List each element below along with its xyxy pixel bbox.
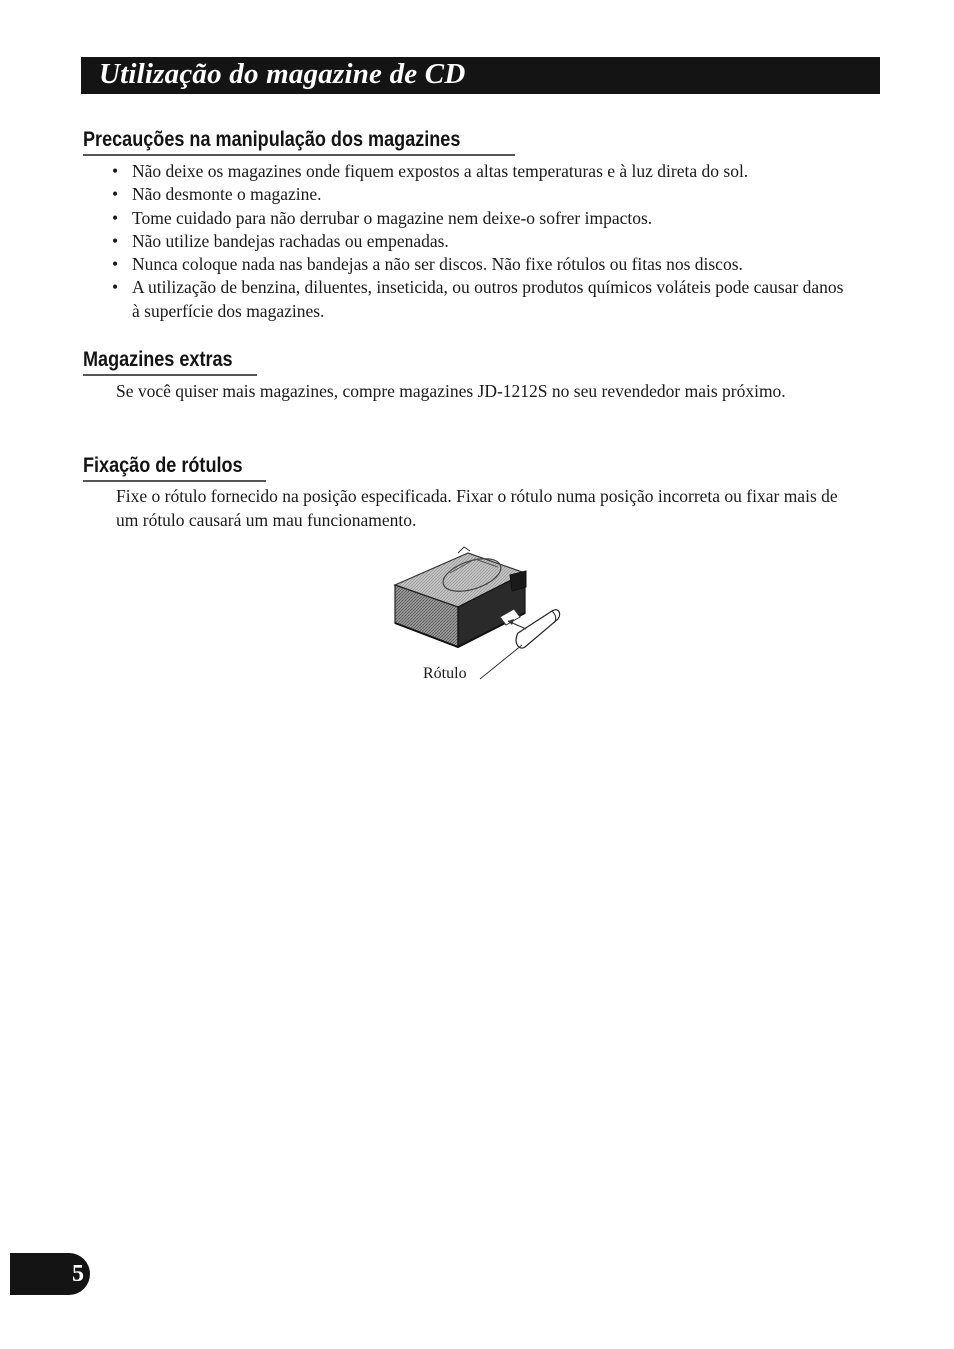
magazine-illustration xyxy=(380,545,580,695)
chapter-title: Utilização do magazine de CD xyxy=(99,58,466,90)
list-item: • Não desmonte o magazine. xyxy=(112,184,322,205)
section-rule-extra-magazines xyxy=(83,374,257,376)
precautions-list xyxy=(112,160,852,323)
section-heading-precautions: Precauções na manipulação dos magazines xyxy=(83,128,461,151)
section-heading-extra-magazines: Magazines extras xyxy=(83,348,233,371)
page-number: 5 xyxy=(72,1261,84,1287)
labels-text: Fixe o rótulo fornecido na posição especificada. Fixar o rótulo numa posição incorreta ou fixar mais de um rótulo causará um mau funcionamento. xyxy=(116,486,838,530)
chapter-title-bar xyxy=(81,57,880,94)
list-item: • Nunca coloque nada nas bandejas a não ser discos. Não fixe rótulos ou fitas nos discos. xyxy=(112,254,743,275)
extra-magazines-text: Se você quiser mais magazines, compre magazines JD-1212S no seu revendedor mais próximo. xyxy=(116,381,786,401)
page-number-tab xyxy=(10,1253,90,1295)
section-heading-labels: Fixação de rótulos xyxy=(83,454,243,477)
figure-label-rotulo: Rótulo xyxy=(423,665,467,682)
section-rule-precautions xyxy=(83,154,515,156)
list-item: • Não deixe os magazines onde fiquem expostos a altas temperaturas e à luz direta do sol. xyxy=(112,161,749,181)
list-item: • Não utilize bandejas rachadas ou empenadas. xyxy=(112,230,449,251)
list-item: • A utilização de benzina, diluentes, inseticida, ou outros produtos químicos voláteis pode causar danos à superfície dos magazines. xyxy=(112,277,844,321)
section-rule-labels xyxy=(83,480,266,482)
list-item: • Tome cuidado para não derrubar o magazine nem deixe-o sofrer impactos. xyxy=(112,207,653,228)
